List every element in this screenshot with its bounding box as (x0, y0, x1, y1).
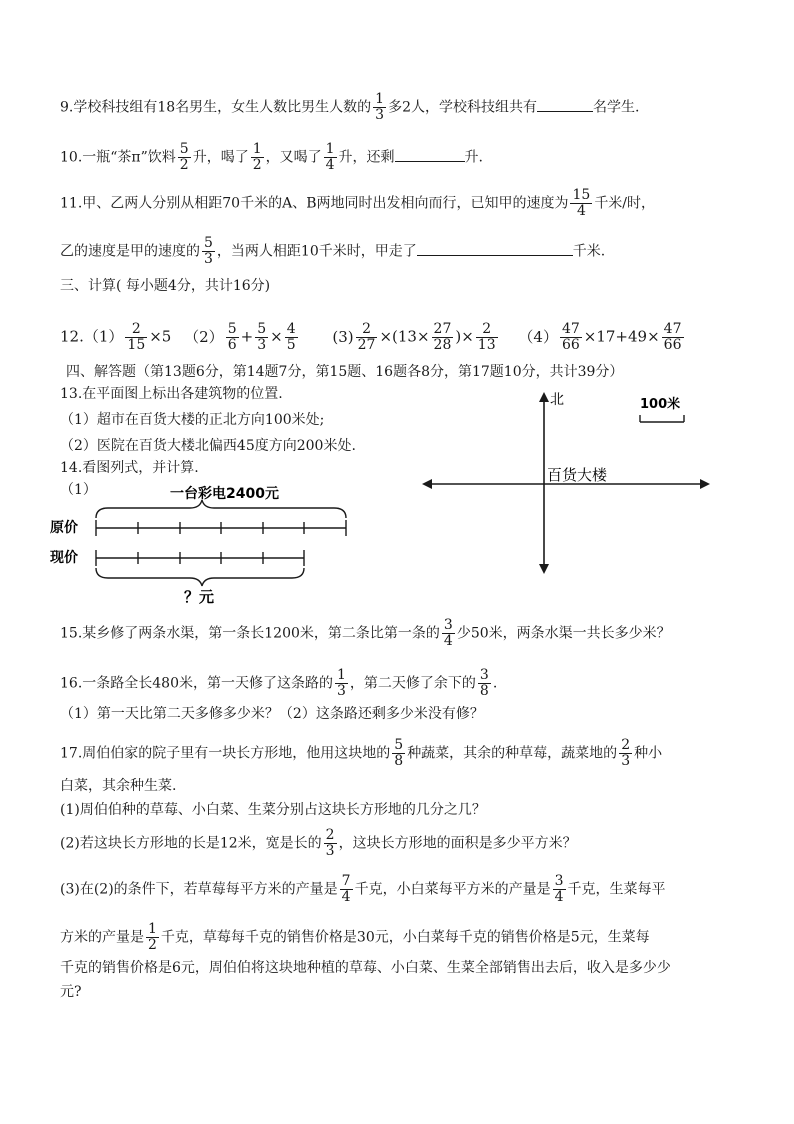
question-17-part-3-line3: 千克的销售价格是6元，周伯伯将这块地种植的草莓、小白菜、生菜全部销售出去后，收入是多少少 (60, 960, 671, 976)
total-price-label: 一台彩电2400元 (170, 486, 279, 502)
bottom-brace (96, 568, 304, 586)
south-arrow-icon (539, 564, 549, 574)
question-12: 12.（1） $\frac{2}{15}$ ×5 （2） $\frac{5}{6}$ + $\frac{5}{3}$ × $\frac{4}{5}$ (3) $\frac{2}{27}$ ×(13× $\frac{27}{28}$ )× $\frac{2}{13}$ （4） $\frac{47}{66}$ ×17+49× $\frac{47}{66}$ (60, 321, 682, 353)
question-17-part-3: (3)在(2)的条件下，若草莓每平方米的产量是 $\frac{7}{4}$ 千克，小白菜每平方米的产量是 $\frac{3}{4}$ 千克，生菜每平 (60, 873, 666, 905)
original-price-label: 原价 (50, 520, 78, 536)
answer-blank[interactable] (537, 97, 593, 112)
question-13-title: 13.在平面图上标出各建筑物的位置. (60, 386, 283, 402)
fraction: $\frac{1}{2}$ (252, 141, 262, 173)
question-11-line1: 11.甲、乙两人分别从相距70千米的A、B两地同时出发相向而行，已知甲的速度为 $\frac{15}{4}$ 千米/时， (60, 187, 656, 219)
east-arrow-icon (700, 479, 710, 489)
segment-diagram (50, 478, 360, 608)
fraction: $\frac{5}{3}$ (204, 235, 213, 267)
question-14-part: （1） (60, 482, 97, 498)
fraction: $\frac{15}{4}$ (572, 187, 591, 219)
question-9: 9.学校科技组有18名男生，女生人数比男生人数的 $\frac{1}{3}$ 多2人，学校科技组共有 名学生. (60, 91, 640, 123)
north-arrow-icon (539, 392, 549, 402)
question-10: 10.一瓶“茶π”饮料 $\frac{5}{2}$ 升，喝了 $\frac{1}{2}$ ，又喝了 $\frac{1}{4}$ 升，还剩 升. (60, 141, 483, 173)
question-16-parts: （1）第一天比第二天多修多少米？（2）这条路还剩多少米没有修？ (60, 706, 484, 722)
question-17-part-1: (1)周伯伯种的草莓、小白菜、生菜分别占这块长方形地的几分之几？ (60, 802, 486, 818)
scale-label: 100米 (640, 397, 681, 412)
section-3-heading: 三、计算( 每小题4分，共计16分) (60, 278, 271, 294)
compass-map (420, 388, 720, 578)
section-4-heading: 四、解答题（第13题6分，第14题7分，第15题、16题各8分，第17题10分，共计39分） (66, 364, 624, 380)
question-16: 16.一条路全长480米，第一天修了这条路的 $\frac{1}{3}$ ，第二天修了余下的 $\frac{3}{8}$ . (60, 667, 498, 699)
current-price-label: 现价 (50, 550, 78, 566)
question-17-line2: 白菜，其余种生菜. (60, 778, 177, 794)
top-brace (96, 500, 346, 518)
question-13-item-1: （1）超市在百货大楼的正北方向100米处; (60, 412, 325, 428)
question-15: 15.某乡修了两条水渠，第一条长1200米，第二条比第一条的 $\frac{3}{4}$ 少50米，两条水渠一共长多少米？ (60, 617, 671, 649)
fraction: $\frac{5}{2}$ (179, 141, 189, 173)
question-17-part-2: (2)若这块长方形地的长是12米，宽是长的 $\frac{2}{3}$ ，这块长方形地的面积是多少平方米？ (60, 827, 577, 859)
question-13-item-2: （2）医院在百货大楼北偏西45度方向200米处. (60, 438, 356, 454)
question-17-line1: 17.周伯伯家的院子里有一块长方形地，他用这块地的 $\frac{5}{8}$ 种蔬菜，其余的种草莓，蔬菜地的 $\frac{2}{3}$ 种小 (60, 737, 663, 769)
answer-blank[interactable] (417, 241, 573, 256)
fraction: $\frac{1}{4}$ (325, 141, 335, 173)
question-14-title: 14.看图列式，并计算. (60, 460, 199, 476)
question-17-part-3-line4: 元? (60, 984, 82, 1000)
center-building-label: 百货大楼 (547, 466, 608, 484)
north-label: 北 (550, 392, 564, 408)
west-arrow-icon (422, 479, 432, 489)
fraction: $\frac{1}{3}$ (375, 91, 385, 123)
answer-blank[interactable] (395, 147, 465, 162)
question-17-part-3-line2: 方米的产量是 $\frac{1}{2}$ 千克，草莓每千克的销售价格是30元，小白菜每千克的销售价格是5元，生菜每 (60, 921, 650, 953)
question-11-line2: 乙的速度是甲的速度的 $\frac{5}{3}$ ，当两人相距10千米时，甲走了 千米. (60, 235, 606, 267)
unknown-price-label: ？元 (184, 588, 215, 606)
